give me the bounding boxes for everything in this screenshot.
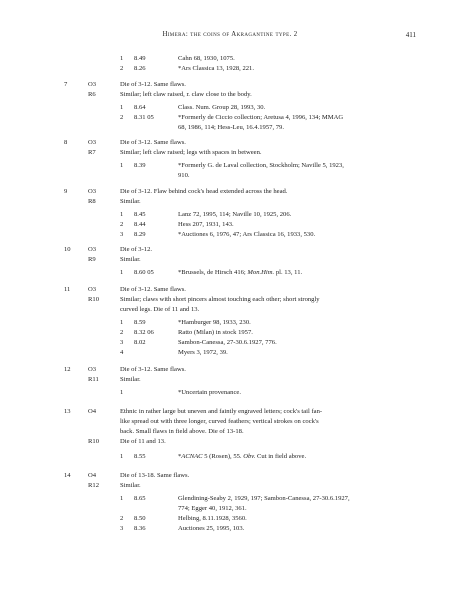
specimen-number: 1 [120,211,124,218]
entry-line [0,427,460,437]
description: Die of 3-12. Same flaws. [120,81,186,88]
entry-number: 10 [64,246,71,253]
weight: 8.45 [134,211,146,218]
entry-line [0,318,460,328]
reference-part: pl. 13, 11. [274,269,303,276]
entry-line [0,230,460,240]
weight: 8.31 05 [134,114,154,121]
specimen-number: 2 [120,114,124,121]
reference-continued: 774; Egger 40, 1912, 361. [178,505,247,512]
reference: *Auctiones 6, 1976, 47; Ars Classica 16, 1933, 530. [178,231,316,238]
die-code: O3 [88,286,97,293]
reference [178,452,306,462]
description: Die of 3-12. Same flaws. [120,139,186,146]
entry-line [0,187,460,197]
entry-number: 9 [64,188,68,195]
entry-line [0,268,460,278]
entry-line [0,338,460,348]
specimen-number: 3 [120,525,124,532]
weight: 8.36 [134,525,146,532]
die-code: R10 [88,438,99,445]
description: Similar; left claw raised, r. claw close to the body. [120,91,252,98]
entry-line [0,285,460,295]
description: Similar. [120,376,141,383]
description: Ethnic in rather large but uneven and faintly engraved letters; cock's tail fan- [120,408,323,415]
entry-line [0,54,460,64]
die-code: O3 [88,246,97,253]
entry-block [0,54,460,74]
reference: Sambon-Canessa, 27-30.6.1927, 776. [178,339,277,346]
entry-number: 8 [64,139,68,146]
die-code: O3 [88,366,97,373]
reference: *Uncertain provenance. [178,389,241,396]
specimen-number: 2 [120,221,124,228]
running-title: Himera: the coins of Akragantine type. 2 [162,31,298,38]
entry-block [0,268,460,278]
entry-block [0,245,460,265]
entry-line [0,452,460,462]
description: Die of 3-12. Flaw behind cock's head extended across the head. [120,188,288,195]
entry-line [0,161,460,171]
weight: 8.26 [134,65,146,72]
die-code: R10 [88,296,99,303]
reference-continued: 68, 1986, 114; Hess-Leu, 16.4.1957, 79. [178,124,284,131]
entry-block [0,80,460,100]
description: Similar; claws with short pincers almost touching each other; short strongly [120,296,320,303]
weight: 8.02 [134,339,146,346]
entry-line [0,245,460,255]
description: Similar. [120,198,141,205]
entry-line [0,90,460,100]
description: Similar; left claw raised; legs with spaces in between. [120,149,262,156]
reference-part: Cut in field above. [255,453,307,460]
specimen-number: 1 [120,495,124,502]
entry-line [0,481,460,491]
die-code: O3 [88,81,97,88]
entry-line [0,494,460,504]
entry-block [0,187,460,207]
entry-line [0,197,460,207]
die-code: R11 [88,376,99,383]
entry-line [0,138,460,148]
reference: Glendining-Seaby 2, 1929, 197; Sambon-Canessa, 27-30.6.1927, [178,495,350,502]
entry-block [0,494,460,534]
die-code: O3 [88,139,97,146]
weight: 8.39 [134,162,146,169]
specimen-number: 1 [120,269,124,276]
entry-line [0,103,460,113]
entry-line [0,365,460,375]
entry-block [0,452,460,462]
entry-line [0,514,460,524]
reference [178,268,302,278]
entry-line [0,375,460,385]
die-code: R7 [88,149,96,156]
entry-block [0,471,460,491]
reference-part: 5 (Rosen), 55. [202,453,244,460]
weight: 8.65 [134,495,146,502]
reference: *Formerly de Ciccio collection; Aretusa 4, 1996, 134; MMAG [178,114,344,121]
entry-number: 12 [64,366,71,373]
specimen-number: 2 [120,329,124,336]
entry-line [0,171,460,181]
specimen-number: 1 [120,104,124,111]
reference: Ratto (Milan) in stock 1957. [178,329,253,336]
die-code: O4 [88,408,97,415]
entry-line [0,305,460,315]
running-header [0,31,460,43]
specimen-number: 1 [120,389,124,396]
reference-italic: ACNAC [181,453,203,460]
weight: 8.60 05 [134,269,154,276]
weight: 8.32 06 [134,329,154,336]
reference: *Ars Classica 13, 1928, 221. [178,65,255,72]
reference-part: * [178,453,182,460]
reference: Lanz 72, 1995, 114; Naville 10, 1925, 206. [178,211,292,218]
weight: 8.55 [134,453,146,460]
entry-line [0,328,460,338]
entry-block [0,161,460,181]
description: Similar. [120,482,141,489]
reference: Myers 3, 1972, 39. [178,349,228,356]
weight: 8.59 [134,319,146,326]
entry-number: 7 [64,81,68,88]
weight: 8.29 [134,231,146,238]
weight: 8.50 [134,515,146,522]
die-code: O3 [88,188,97,195]
reference: Cahn 68, 1930, 1075. [178,55,235,62]
specimen-number: 1 [120,453,124,460]
entry-line [0,504,460,514]
entry-line [0,220,460,230]
entry-line [0,210,460,220]
reference-italic: Obv. [243,453,256,460]
entry-line [0,123,460,133]
entry-number: 13 [64,408,71,415]
weight: 8.44 [134,221,146,228]
reference: Auctiones 25, 1995, 103. [178,525,245,532]
weight: 8.49 [134,55,146,62]
entry-block [0,103,460,133]
entry-line [0,407,460,417]
reference-continued: 910. [178,172,190,179]
reference: *Formerly G. de Laval collection, Stockholm; Naville 5, 1923, [178,162,344,169]
entry-block [0,388,460,398]
entry-block [0,318,460,358]
entry-number: 14 [64,472,71,479]
description: Die of 3-12. [120,246,153,253]
entry-line [0,348,460,358]
specimen-number: 1 [120,55,124,62]
entry-block [0,210,460,240]
die-code: R8 [88,198,96,205]
entry-number: 11 [64,286,71,293]
entry-line [0,524,460,534]
reference-italic: Mon.Him. [247,269,275,276]
description-continued: back. Small flaws in field above. Die of 13-18. [120,428,244,435]
entry-block [0,407,460,447]
specimen-number: 2 [120,65,124,72]
entry-block [0,285,460,315]
entry-line [0,417,460,427]
entry-line [0,471,460,481]
entry-line [0,295,460,305]
specimen-number: 2 [120,515,124,522]
reference: *Hamburger 98, 1933, 230. [178,319,251,326]
entry-block [0,365,460,385]
specimen-number: 4 [120,349,124,356]
specimen-number: 1 [120,162,124,169]
reference: Hess 207, 1931, 143. [178,221,234,228]
description: Die of 3-12. Same flaws. [120,286,186,293]
description: Die of 11 and 13. [120,438,166,445]
die-code: R6 [88,91,96,98]
entry-line [0,113,460,123]
specimen-number: 3 [120,339,124,346]
description: Die of 13-18. Same flaws. [120,472,190,479]
entry-line [0,255,460,265]
description-continued: curved legs. Die of 11 and 13. [120,306,200,313]
entry-block [0,138,460,158]
entry-line [0,64,460,74]
die-code: R9 [88,256,96,263]
page-number: 411 [405,31,416,39]
specimen-number: 3 [120,231,124,238]
description-continued: like spread out with three longer, curved feathers; vertical strokes on cock's [120,418,319,425]
entry-line [0,388,460,398]
weight: 8.64 [134,104,146,111]
die-code: O4 [88,472,97,479]
entry-line [0,148,460,158]
specimen-number: 1 [120,319,124,326]
entry-line [0,80,460,90]
reference: Helbing, 8.11.1928, 3560. [178,515,247,522]
description: Die of 3-12. Same flaws. [120,366,186,373]
description: Similar. [120,256,141,263]
reference-part: *Brussels, de Hirsch 416; [178,269,248,276]
die-code: R12 [88,482,99,489]
entry-line [0,437,460,447]
reference: Class. Num. Group 28, 1993, 30. [178,104,266,111]
